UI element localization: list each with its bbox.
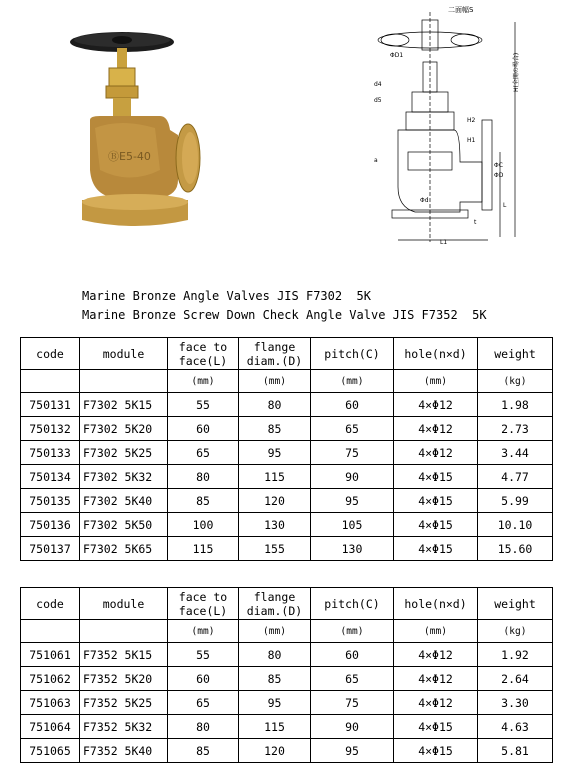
unit-cell: (mm) [168, 370, 239, 393]
table-row [21, 465, 553, 489]
cell-code: 751063 [21, 691, 80, 715]
table-row [21, 715, 553, 739]
cell-pitch: 60 [311, 393, 394, 417]
col-hole: hole(n×d) [394, 338, 478, 370]
cell-weight: 2.64 [478, 667, 553, 691]
cell-pitch: 90 [311, 715, 394, 739]
col-flange-diam: flange diam.(D) [239, 338, 311, 370]
cell-module: F7352 5K20 [80, 667, 168, 691]
svg-text:二面幅S: 二面幅S [448, 6, 474, 14]
table-header-row [21, 588, 553, 620]
svg-text:L1: L1 [440, 239, 448, 246]
col-hole: hole(n×d) [394, 588, 478, 620]
unit-cell: (kg) [478, 620, 553, 643]
cell-flange-diam: 130 [239, 513, 311, 537]
cell-hole: 4×Φ15 [394, 739, 478, 763]
col-module: module [80, 338, 168, 370]
table-row [21, 691, 553, 715]
cell-code: 750134 [21, 465, 80, 489]
cell-weight: 4.63 [478, 715, 553, 739]
unit-cell: (mm) [394, 370, 478, 393]
unit-cell: (mm) [239, 620, 311, 643]
col-face-to-face: face to face(L) [168, 338, 239, 370]
cell-weight: 1.98 [478, 393, 553, 417]
cell-face-to-face: 65 [168, 441, 239, 465]
cell-hole: 4×Φ12 [394, 417, 478, 441]
table-row [21, 513, 553, 537]
cell-hole: 4×Φ15 [394, 465, 478, 489]
cell-face-to-face: 85 [168, 739, 239, 763]
table-row [21, 537, 553, 561]
valve-drawing [370, 2, 530, 247]
cell-weight: 15.60 [478, 537, 553, 561]
cell-code: 750131 [21, 393, 80, 417]
table-unit-row [21, 370, 553, 393]
cell-hole: 4×Φ12 [394, 441, 478, 465]
unit-cell: (mm) [394, 620, 478, 643]
cell-weight: 10.10 [478, 513, 553, 537]
cell-pitch: 75 [311, 691, 394, 715]
cell-flange-diam: 115 [239, 715, 311, 739]
col-pitch: pitch(C) [311, 338, 394, 370]
svg-text:d5: d5 [374, 97, 382, 104]
cell-code: 750132 [21, 417, 80, 441]
cell-flange-diam: 80 [239, 643, 311, 667]
cell-face-to-face: 115 [168, 537, 239, 561]
col-code: code [21, 338, 80, 370]
table-row [21, 441, 553, 465]
cell-flange-diam: 95 [239, 691, 311, 715]
unit-cell: (kg) [478, 370, 553, 393]
cell-weight: 4.77 [478, 465, 553, 489]
cell-code: 751065 [21, 739, 80, 763]
unit-cell: (mm) [311, 370, 394, 393]
cell-pitch: 65 [311, 667, 394, 691]
svg-text:a: a [374, 157, 378, 164]
cell-weight: 2.73 [478, 417, 553, 441]
headings [82, 287, 487, 325]
table-row [21, 643, 553, 667]
cell-code: 750137 [21, 537, 80, 561]
cell-weight: 3.30 [478, 691, 553, 715]
cell-code: 750135 [21, 489, 80, 513]
svg-text:H(全開の場合): H(全開の場合) [513, 52, 520, 92]
table-row [21, 667, 553, 691]
cell-flange-diam: 85 [239, 667, 311, 691]
cell-face-to-face: 80 [168, 715, 239, 739]
svg-text:ⒷE5-40: ⒷE5-40 [108, 150, 151, 163]
spec-table-f7302 [20, 337, 553, 561]
cell-face-to-face: 55 [168, 393, 239, 417]
cell-weight: 5.81 [478, 739, 553, 763]
cell-code: 750133 [21, 441, 80, 465]
svg-text:d4: d4 [374, 81, 382, 88]
table-unit-row [21, 620, 553, 643]
cell-hole: 4×Φ12 [394, 691, 478, 715]
table-row [21, 489, 553, 513]
svg-text:H2: H2 [467, 117, 476, 124]
cell-code: 751064 [21, 715, 80, 739]
cell-module: F7352 5K40 [80, 739, 168, 763]
cell-face-to-face: 100 [168, 513, 239, 537]
col-flange-diam: flange diam.(D) [239, 588, 311, 620]
cell-hole: 4×Φ15 [394, 715, 478, 739]
svg-text:t: t [474, 219, 477, 226]
cell-flange-diam: 115 [239, 465, 311, 489]
cell-hole: 4×Φ15 [394, 513, 478, 537]
cell-code: 751061 [21, 643, 80, 667]
cell-flange-diam: 120 [239, 489, 311, 513]
cell-pitch: 95 [311, 489, 394, 513]
col-pitch: pitch(C) [311, 588, 394, 620]
cell-hole: 4×Φ12 [394, 667, 478, 691]
cell-code: 750136 [21, 513, 80, 537]
spec-table-f7352 [20, 587, 553, 763]
cell-module: F7302 5K40 [80, 489, 168, 513]
cell-face-to-face: 60 [168, 417, 239, 441]
cell-face-to-face: 80 [168, 465, 239, 489]
cell-flange-diam: 85 [239, 417, 311, 441]
col-weight: weight [478, 338, 553, 370]
cell-pitch: 75 [311, 441, 394, 465]
cell-code: 751062 [21, 667, 80, 691]
table-row [21, 417, 553, 441]
cell-hole: 4×Φ12 [394, 393, 478, 417]
cell-weight: 1.92 [478, 643, 553, 667]
svg-text:ΦD1: ΦD1 [390, 52, 404, 59]
cell-hole: 4×Φ12 [394, 643, 478, 667]
cell-face-to-face: 55 [168, 643, 239, 667]
svg-text:L: L [503, 202, 507, 209]
cell-flange-diam: 80 [239, 393, 311, 417]
cell-face-to-face: 65 [168, 691, 239, 715]
cell-pitch: 65 [311, 417, 394, 441]
svg-text:H1: H1 [467, 137, 476, 144]
col-face-to-face: face to face(L) [168, 588, 239, 620]
svg-text:ΦD: ΦD [494, 172, 504, 179]
svg-text:Φd: Φd [420, 197, 429, 204]
cell-pitch: 130 [311, 537, 394, 561]
col-code: code [21, 588, 80, 620]
cell-flange-diam: 95 [239, 441, 311, 465]
cell-module: F7352 5K25 [80, 691, 168, 715]
cell-pitch: 60 [311, 643, 394, 667]
table-row [21, 393, 553, 417]
cell-module: F7302 5K15 [80, 393, 168, 417]
cell-module: F7352 5K32 [80, 715, 168, 739]
cell-hole: 4×Φ15 [394, 537, 478, 561]
valve-photo [60, 20, 210, 240]
unit-cell: (mm) [168, 620, 239, 643]
heading-check-valve: Marine Bronze Screw Down Check Angle Valve JIS F7352 5K [82, 308, 487, 322]
cell-flange-diam: 155 [239, 537, 311, 561]
col-weight: weight [478, 588, 553, 620]
cell-module: F7302 5K50 [80, 513, 168, 537]
table-row [21, 739, 553, 763]
cell-flange-diam: 120 [239, 739, 311, 763]
cell-module: F7352 5K15 [80, 643, 168, 667]
cell-hole: 4×Φ15 [394, 489, 478, 513]
cell-pitch: 105 [311, 513, 394, 537]
cell-module: F7302 5K20 [80, 417, 168, 441]
cell-module: F7302 5K25 [80, 441, 168, 465]
cell-pitch: 90 [311, 465, 394, 489]
cell-module: F7302 5K32 [80, 465, 168, 489]
table-header-row [21, 338, 553, 370]
cell-face-to-face: 85 [168, 489, 239, 513]
col-module: module [80, 588, 168, 620]
heading-angle-valve: Marine Bronze Angle Valves JIS F7302 5K [82, 289, 371, 303]
cell-weight: 3.44 [478, 441, 553, 465]
unit-cell: (mm) [311, 620, 394, 643]
cell-pitch: 95 [311, 739, 394, 763]
unit-cell: (mm) [239, 370, 311, 393]
svg-text:ΦC: ΦC [494, 162, 503, 169]
cell-module: F7302 5K65 [80, 537, 168, 561]
cell-face-to-face: 60 [168, 667, 239, 691]
cell-weight: 5.99 [478, 489, 553, 513]
